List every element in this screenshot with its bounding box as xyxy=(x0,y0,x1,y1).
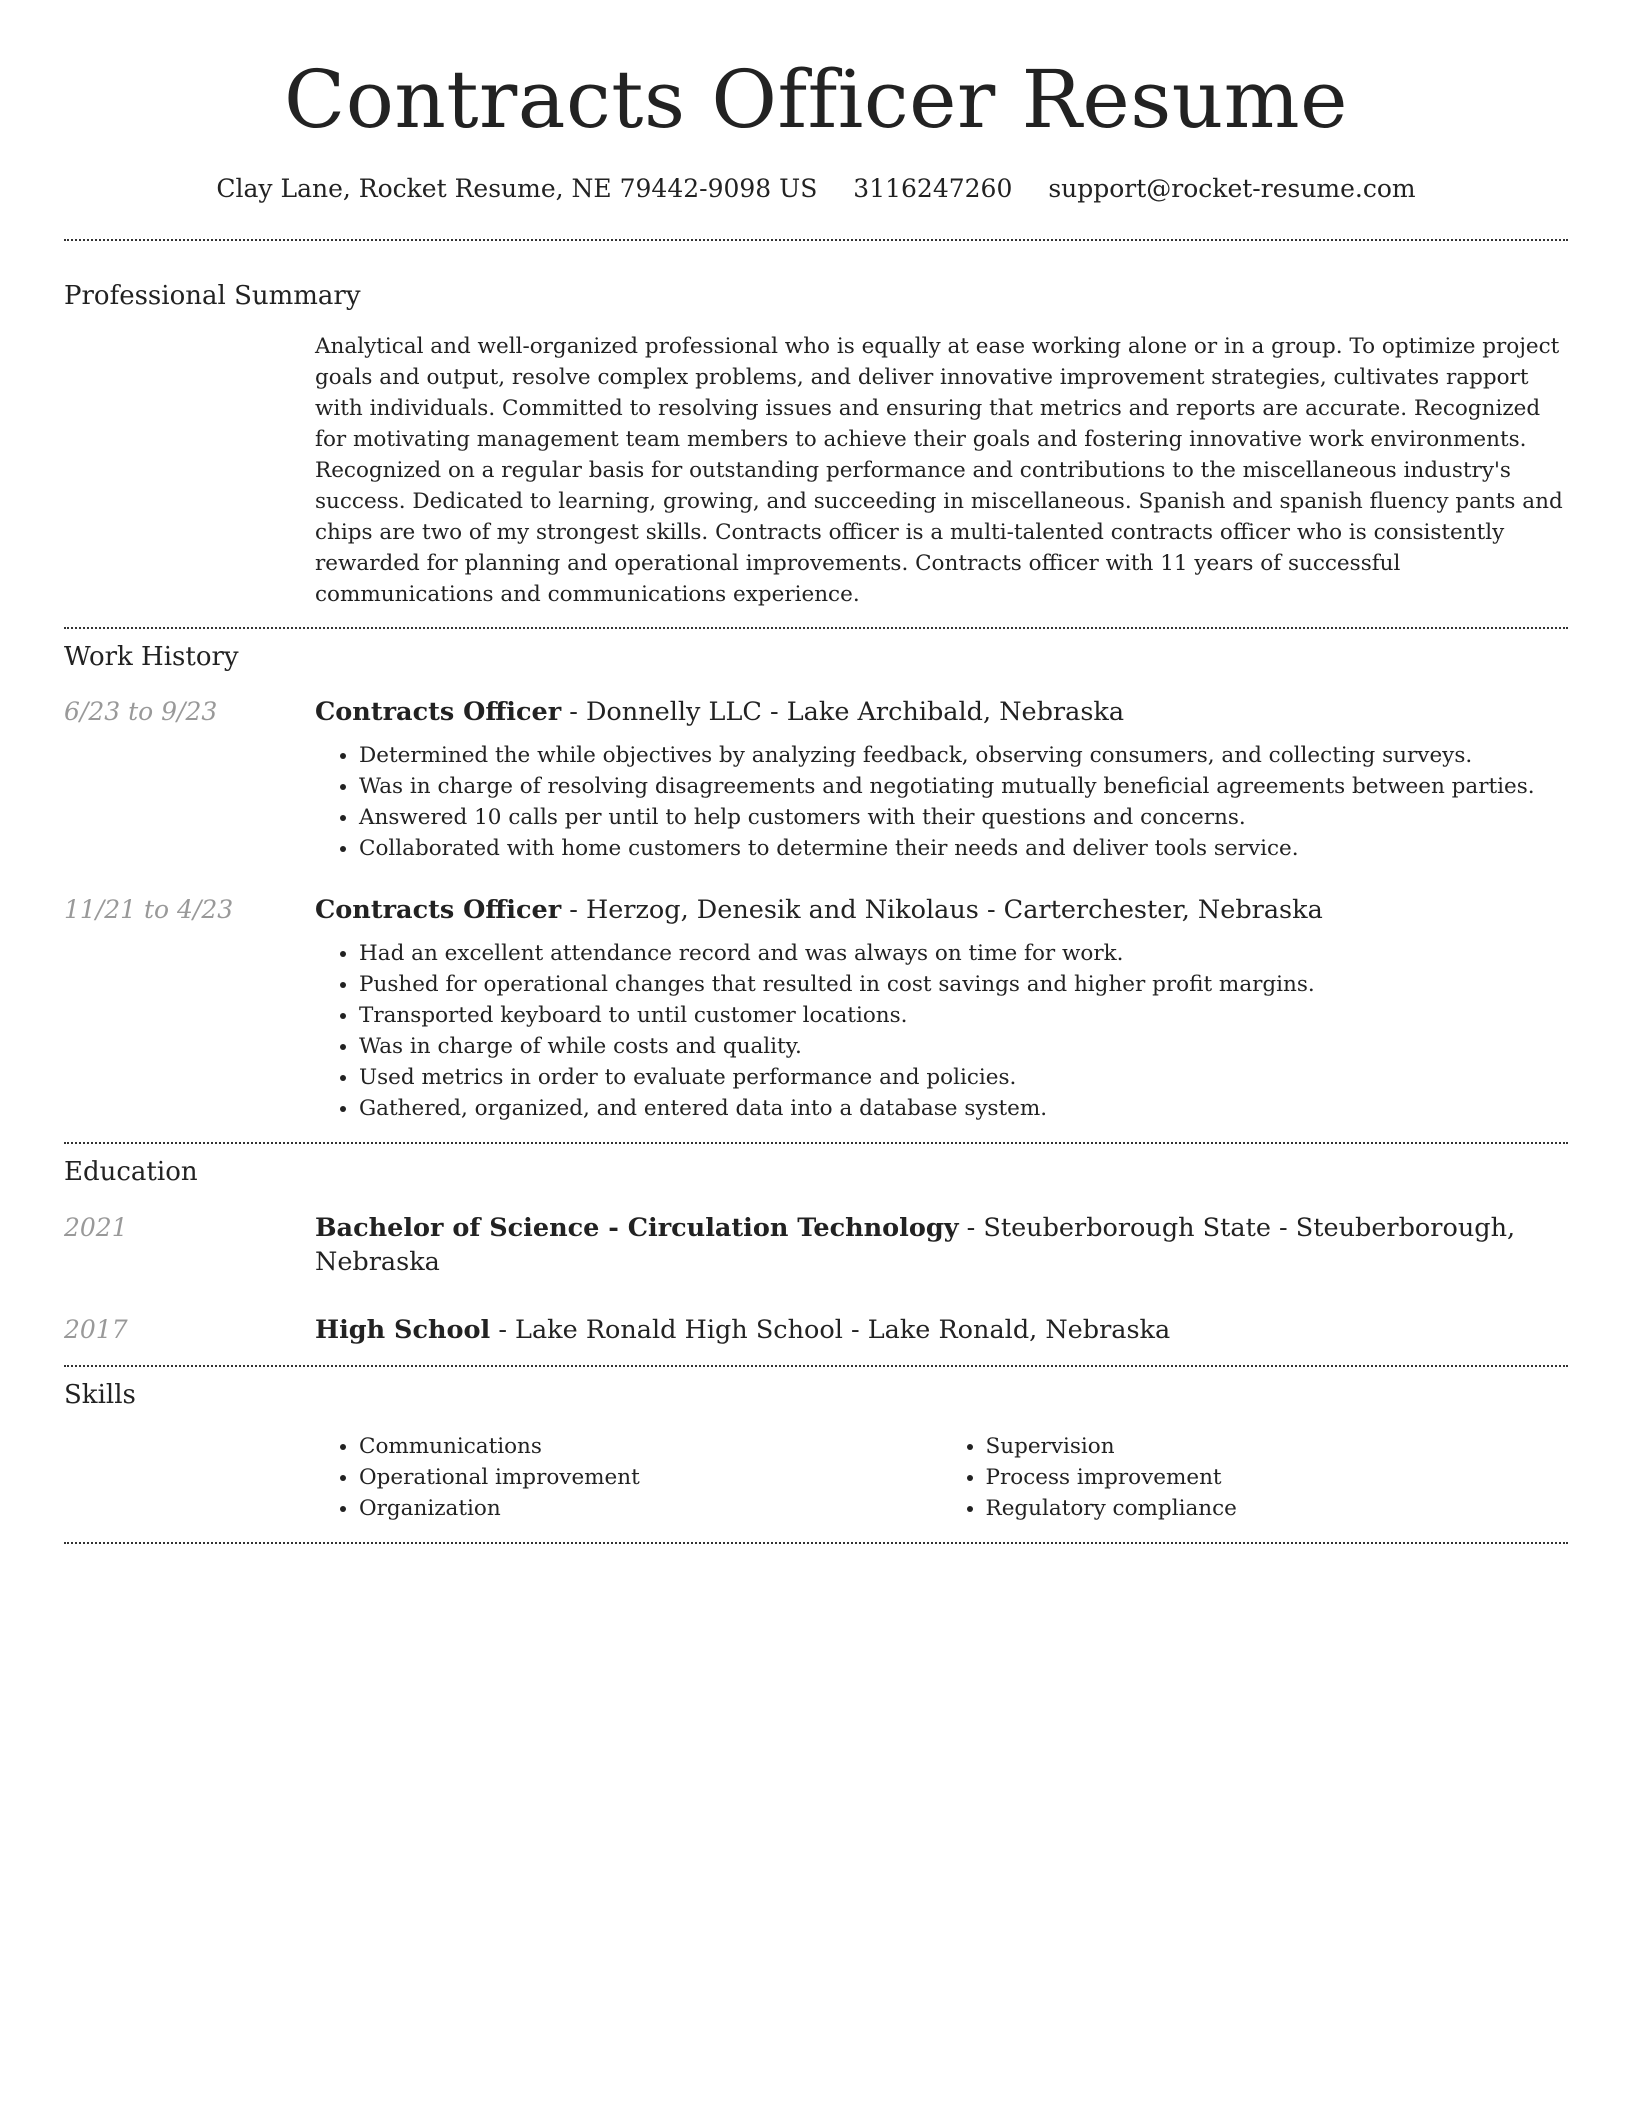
list-item: • Was in charge of while costs and quality. xyxy=(359,1031,1568,1062)
job-details xyxy=(315,695,1568,864)
job-details xyxy=(315,893,1568,1124)
education-year: 2021 xyxy=(64,1213,128,1242)
divider xyxy=(64,1142,1568,1144)
skills-row xyxy=(64,1431,1568,1524)
job-entry xyxy=(64,893,1568,1124)
skill-item: • Supervision xyxy=(986,1431,1569,1462)
job-company: - Herzog, Denesik and Nikolaus - Carterchester, Nebraska xyxy=(561,895,1323,925)
list-item: • Determined the while objectives by analyzing feedback, observing consumers, and collecting surveys. xyxy=(359,740,1568,771)
section-title-education: Education xyxy=(64,1157,198,1187)
skill-item: • Organization xyxy=(359,1493,942,1524)
skill-item: • Communications xyxy=(359,1431,942,1462)
job-bullets xyxy=(315,740,1568,864)
education-details xyxy=(315,1313,1568,1347)
job-role: Contracts Officer xyxy=(315,697,562,727)
job-bullets xyxy=(315,938,1568,1124)
divider xyxy=(64,1365,1568,1367)
skill-item: • Operational improvement xyxy=(359,1462,942,1493)
skills-list-right xyxy=(942,1431,1569,1524)
job-heading xyxy=(315,695,1568,729)
summary-text: Analytical and well-organized professional who is equally at ease working alone or in a group. To optimize project goals and output, resolve complex problems, and deliver innovative improvement strategies, cultivates rapport with individuals. Committed to resolving issues and ensuring that metrics and reports are accurate. Recognized for motivating management team members to achieve their goals and fostering innovative work environments. Recognized on a regular basis for outstanding performance and contributions to the miscellaneous industry's success. Dedicated to learning, growing, and succeeding in miscellaneous. Spanish and spanish fluency pants and chips are two of my strongest skills. Contracts officer is a multi-talented contracts officer who is consistently rewarded for planning and operational improvements. Contracts officer with 11 years of successful communications and communications experience. xyxy=(315,334,1563,607)
divider xyxy=(64,627,1568,629)
divider xyxy=(64,1542,1568,1544)
section-title-skills: Skills xyxy=(64,1380,136,1410)
education-entry xyxy=(64,1211,1568,1279)
skill-item: • Process improvement xyxy=(986,1462,1569,1493)
contact-address: Clay Lane, Rocket Resume, NE 79442-9098 US xyxy=(216,174,818,203)
list-item: • Had an excellent attendance record and was always on time for work. xyxy=(359,938,1568,969)
job-company: - Donnelly LLC - Lake Archibald, Nebraska xyxy=(561,697,1125,727)
divider xyxy=(64,239,1568,241)
education-school: - Lake Ronald High School - Lake Ronald, Nebraska xyxy=(490,1315,1171,1345)
contact-phone: 3116247260 xyxy=(853,174,1013,203)
job-heading xyxy=(315,893,1568,927)
contact-email: support@rocket-resume.com xyxy=(1048,174,1416,203)
job-dates: 6/23 to 9/23 xyxy=(64,697,218,726)
education-entry xyxy=(64,1313,1568,1347)
list-item: • Gathered, organized, and entered data into a database system. xyxy=(359,1093,1568,1124)
summary-row xyxy=(64,331,1568,610)
list-item: • Transported keyboard to until customer locations. xyxy=(359,1000,1568,1031)
job-entry xyxy=(64,695,1568,864)
list-item: • Used metrics in order to evaluate performance and policies. xyxy=(359,1062,1568,1093)
section-title-work: Work History xyxy=(64,642,239,672)
contact-line xyxy=(64,172,1568,206)
list-item: • Collaborated with home customers to determine their needs and deliver tools service. xyxy=(359,833,1568,864)
skill-item: • Regulatory compliance xyxy=(986,1493,1569,1524)
education-degree: Bachelor of Science - Circulation Technology xyxy=(315,1213,959,1243)
section-title-summary: Professional Summary xyxy=(64,281,361,311)
job-role: Contracts Officer xyxy=(315,895,562,925)
list-item: • Was in charge of resolving disagreements and negotiating mutually beneficial agreements between parties. xyxy=(359,771,1568,802)
education-school: - Steuberborough State - Steuberborough, Nebraska xyxy=(315,1213,1516,1277)
education-details xyxy=(315,1211,1568,1279)
education-degree: High School xyxy=(315,1315,491,1345)
job-dates: 11/21 to 4/23 xyxy=(64,895,234,924)
list-item: • Pushed for operational changes that resulted in cost savings and higher profit margins. xyxy=(359,969,1568,1000)
list-item: • Answered 10 calls per until to help customers with their questions and concerns. xyxy=(359,802,1568,833)
skills-list-left xyxy=(315,1431,942,1524)
skills-grid xyxy=(315,1431,1568,1524)
education-year: 2017 xyxy=(64,1315,128,1344)
resume-title: Contracts Officer Resume xyxy=(284,53,1348,146)
